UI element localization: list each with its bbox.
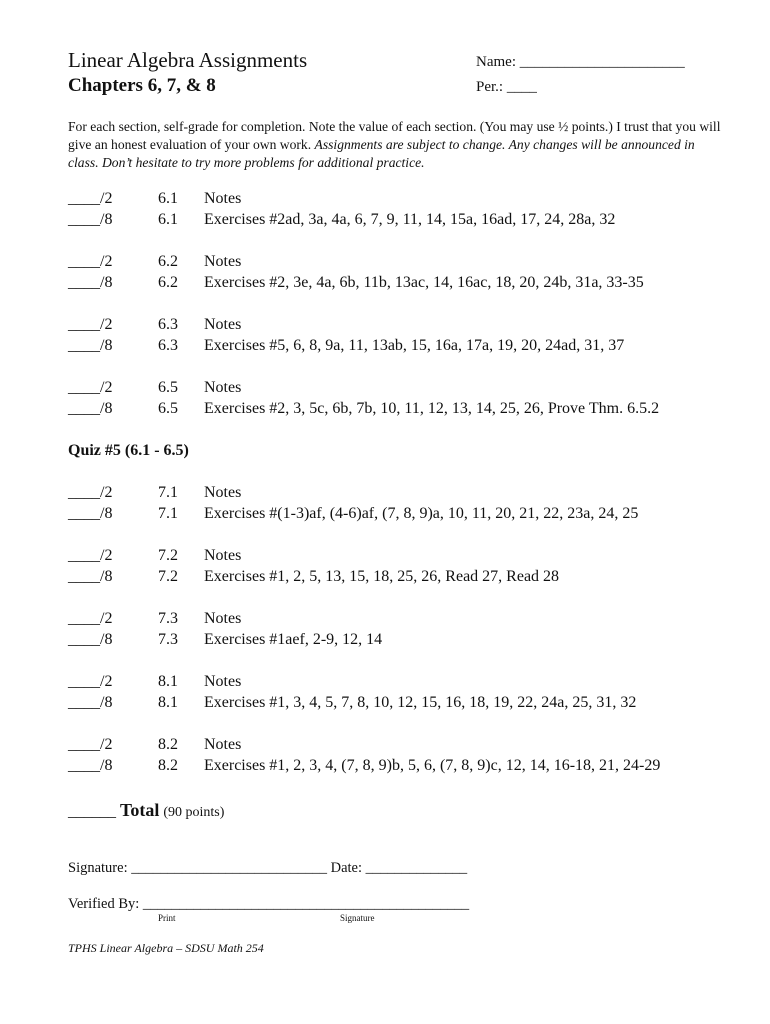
assignment-list: [68, 188, 748, 797]
section-group: [68, 251, 748, 293]
section-number: 7.2: [158, 547, 178, 564]
exercises-text: Exercises #1, 3, 4, 5, 7, 8, 10, 12, 15, 16, 18, 19, 22, 24a, 25, 31, 32: [204, 694, 637, 711]
print-caption: Print: [158, 913, 176, 923]
exercises-text: Exercises #(1-3)af, (4-6)af, (7, 8, 9)a, 10, 11, 20, 21, 22, 23a, 24, 25: [204, 505, 639, 522]
score-blank: ____/8: [68, 337, 113, 354]
notes-row: [68, 188, 748, 209]
total-blank: ______: [68, 803, 116, 820]
exercises-text: Exercises #1, 2, 5, 13, 15, 18, 25, 26, Read 27, Read 28: [204, 568, 560, 585]
section-group: [68, 608, 748, 650]
exercises-text: Exercises #1, 2, 3, 4, (7, 8, 9)b, 5, 6, (7, 8, 9)c, 12, 14, 16-18, 21, 24-29: [204, 757, 661, 774]
section-group: [68, 671, 748, 713]
notes-label: Notes: [204, 316, 242, 333]
exercises-row: [68, 629, 748, 650]
score-blank: ____/8: [68, 274, 113, 291]
score-blank: ____/2: [68, 316, 113, 333]
score-blank: ____/2: [68, 610, 113, 627]
name-field-line: Name: ______________________: [476, 54, 685, 70]
exercises-text: Exercises #1aef, 2-9, 12, 14: [204, 631, 383, 648]
score-blank: ____/2: [68, 736, 113, 753]
section-number: 6.5: [158, 379, 178, 396]
notes-row: [68, 545, 748, 566]
exercises-row: [68, 272, 748, 293]
notes-row: [68, 671, 748, 692]
section-number: 8.2: [158, 757, 178, 774]
section-group: [68, 188, 748, 230]
signature-date-line: Signature: ___________________________ Date: ______________: [68, 860, 468, 876]
section-group: [68, 545, 748, 587]
notes-label: Notes: [204, 484, 242, 501]
instructions-paragraph: [68, 118, 728, 172]
instructions-italic-text: Assignments are subject to change. Any changes will be announced in class. Don’t hesitate to try more problems for additional practice.: [68, 137, 695, 170]
score-blank: ____/2: [68, 253, 113, 270]
section-number: 6.3: [158, 316, 178, 333]
notes-row: [68, 377, 748, 398]
notes-label: Notes: [204, 610, 242, 627]
section-group: [68, 377, 748, 419]
exercises-row: [68, 209, 748, 230]
score-blank: ____/8: [68, 400, 113, 417]
score-blank: ____/2: [68, 190, 113, 207]
notes-label: Notes: [204, 190, 242, 207]
score-blank: ____/8: [68, 505, 113, 522]
chapter-7-8-groups: [68, 482, 748, 776]
quiz-heading: Quiz #5 (6.1 - 6.5): [68, 442, 189, 459]
section-number: 7.1: [158, 505, 178, 522]
exercises-row: [68, 335, 748, 356]
section-group: [68, 734, 748, 776]
period-field-line: Per.: ____: [476, 79, 537, 95]
section-number: 6.2: [158, 274, 178, 291]
score-blank: ____/8: [68, 211, 113, 228]
exercises-text: Exercises #2, 3, 5c, 6b, 7b, 10, 11, 12, 13, 14, 25, 26, Prove Thm. 6.5.2: [204, 400, 660, 417]
exercises-row: [68, 566, 748, 587]
section-number: 6.2: [158, 253, 178, 270]
score-blank: ____/2: [68, 379, 113, 396]
exercises-text: Exercises #2, 3e, 4a, 6b, 11b, 13ac, 14, 16ac, 18, 20, 24b, 31a, 33-35: [204, 274, 644, 291]
score-blank: ____/2: [68, 484, 113, 501]
notes-row: [68, 608, 748, 629]
exercises-row: [68, 692, 748, 713]
total-points: (90 points): [163, 805, 225, 820]
page-footer: TPHS Linear Algebra – SDSU Math 254: [68, 941, 264, 955]
notes-row: [68, 482, 748, 503]
section-number: 8.1: [158, 694, 178, 711]
notes-row: [68, 734, 748, 755]
exercises-row: [68, 755, 748, 776]
notes-label: Notes: [204, 736, 242, 753]
section-number: 8.2: [158, 736, 178, 753]
notes-label: Notes: [204, 547, 242, 564]
notes-label: Notes: [204, 379, 242, 396]
notes-label: Notes: [204, 253, 242, 270]
section-number: 8.1: [158, 673, 178, 690]
section-number: 6.3: [158, 337, 178, 354]
section-group: [68, 314, 748, 356]
section-group: [68, 482, 748, 524]
exercises-row: [68, 503, 748, 524]
exercises-row: [68, 398, 748, 419]
score-blank: ____/2: [68, 673, 113, 690]
notes-row: [68, 314, 748, 335]
section-number: 7.3: [158, 610, 178, 627]
page-subtitle: Chapters 6, 7, & 8: [68, 75, 216, 96]
exercises-text: Exercises #5, 6, 8, 9a, 11, 13ab, 15, 16a, 17a, 19, 20, 24ad, 31, 37: [204, 337, 625, 354]
section-number: 6.5: [158, 400, 178, 417]
score-blank: ____/8: [68, 568, 113, 585]
section-number: 7.1: [158, 484, 178, 501]
score-blank: ____/2: [68, 547, 113, 564]
total-label: Total: [120, 800, 160, 820]
section-number: 6.1: [158, 211, 178, 228]
section-number: 6.1: [158, 190, 178, 207]
section-number: 7.2: [158, 568, 178, 585]
exercises-text: Exercises #2ad, 3a, 4a, 6, 7, 9, 11, 14, 15a, 16ad, 17, 24, 28a, 32: [204, 211, 616, 228]
verified-by-line: Verified By: _____________________________________________: [68, 896, 470, 912]
chapter-6-groups: [68, 188, 748, 419]
score-blank: ____/8: [68, 757, 113, 774]
section-number: 7.3: [158, 631, 178, 648]
instructions-text: For each section, self-grade for completion. Note the value of each section. (You may use ½ points.) I trust that you will give an honest evaluation of your own work.: [68, 119, 721, 152]
score-blank: ____/8: [68, 631, 113, 648]
signature-caption: Signature: [340, 913, 375, 923]
total-line: [68, 800, 224, 821]
notes-row: [68, 251, 748, 272]
page-title: Linear Algebra Assignments: [68, 48, 308, 72]
notes-label: Notes: [204, 673, 242, 690]
score-blank: ____/8: [68, 694, 113, 711]
